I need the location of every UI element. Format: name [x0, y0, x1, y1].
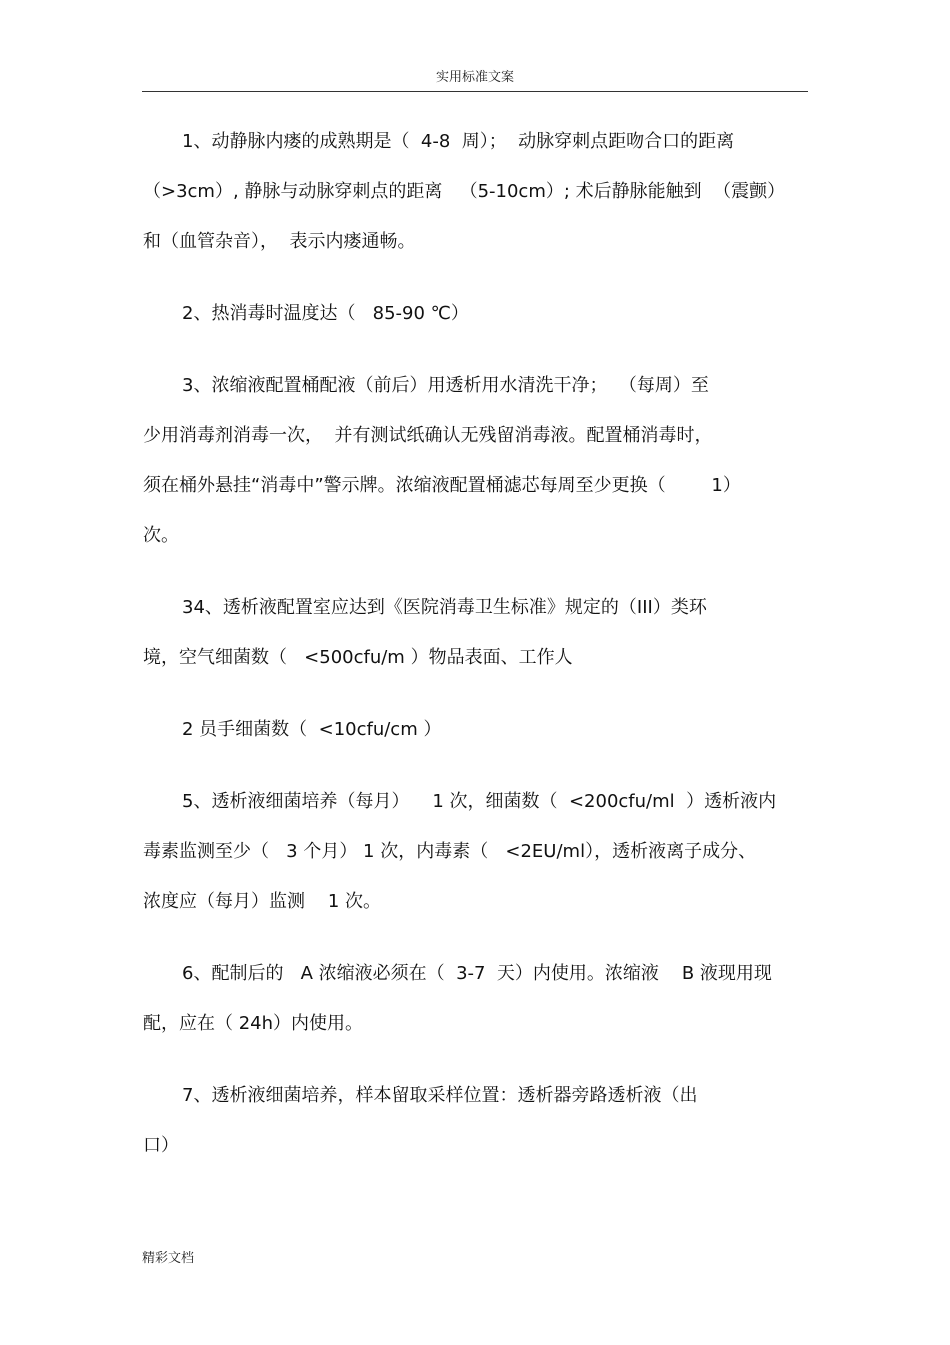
text-line: 少用消毒剂消毒一次， 并有测试纸确认无残留消毒液。配置桶消毒时，: [143, 425, 713, 446]
page-header: 实用标准文案: [435, 70, 514, 85]
text-line: 3、浓缩液配置桶配液（前后）用透析用水清洗干净； （每周）至: [182, 375, 709, 396]
text-line: 毒素监测至少（ 3 个月） 1 次，内毒素（ <2EU/ml），透析液离子成分、: [143, 841, 757, 862]
text-line: 须在桶外悬挂“消毒中”警示牌。浓缩液配置桶滤芯每周至少更换（ 1）: [143, 475, 741, 496]
page-footer: 精彩文档: [142, 1251, 195, 1266]
text-line: 和（血管杂音）， 表示内瘘通畅。: [143, 231, 416, 252]
text-line: 7、透析液细菌培养，样本留取采样位置：透析器旁路透析液（出: [182, 1085, 698, 1106]
text-line: 1、动静脉内瘘的成熟期是（ 4-8 周）； 动脉穿刺点距吻合口的距离: [182, 131, 735, 152]
text-line: 6、配制后的 A 浓缩液必须在（ 3-7 天）内使用。浓缩液 B 液现用现: [182, 963, 772, 984]
text-line: 配，应在（ 24h）内使用。: [143, 1013, 364, 1034]
text-line: 境，空气细菌数（ <500cfu/m ）物品表面、工作人: [143, 647, 573, 668]
text-line: 口）: [143, 1135, 179, 1156]
text-line: 浓度应（每月）监测 1 次。: [143, 891, 382, 912]
header-divider: [142, 91, 808, 92]
text-line: 次。: [143, 525, 179, 546]
text-line: 2、热消毒时温度达（ 85-90 ℃）: [182, 303, 469, 324]
text-line: （>3cm）, 静脉与动脉穿刺点的距离 （5-10cm）; 术后静脉能触到 （震颤）: [143, 181, 786, 202]
text-line: 5、透析液细菌培养（每月） 1 次，细菌数（ <200cfu/ml ）透析液内: [182, 791, 777, 812]
text-line: 2 员手细菌数（ <10cfu/cm ）: [182, 719, 442, 740]
text-line: 34、透析液配置室应达到《医院消毒卫生标准》规定的（III）类环: [182, 597, 707, 618]
